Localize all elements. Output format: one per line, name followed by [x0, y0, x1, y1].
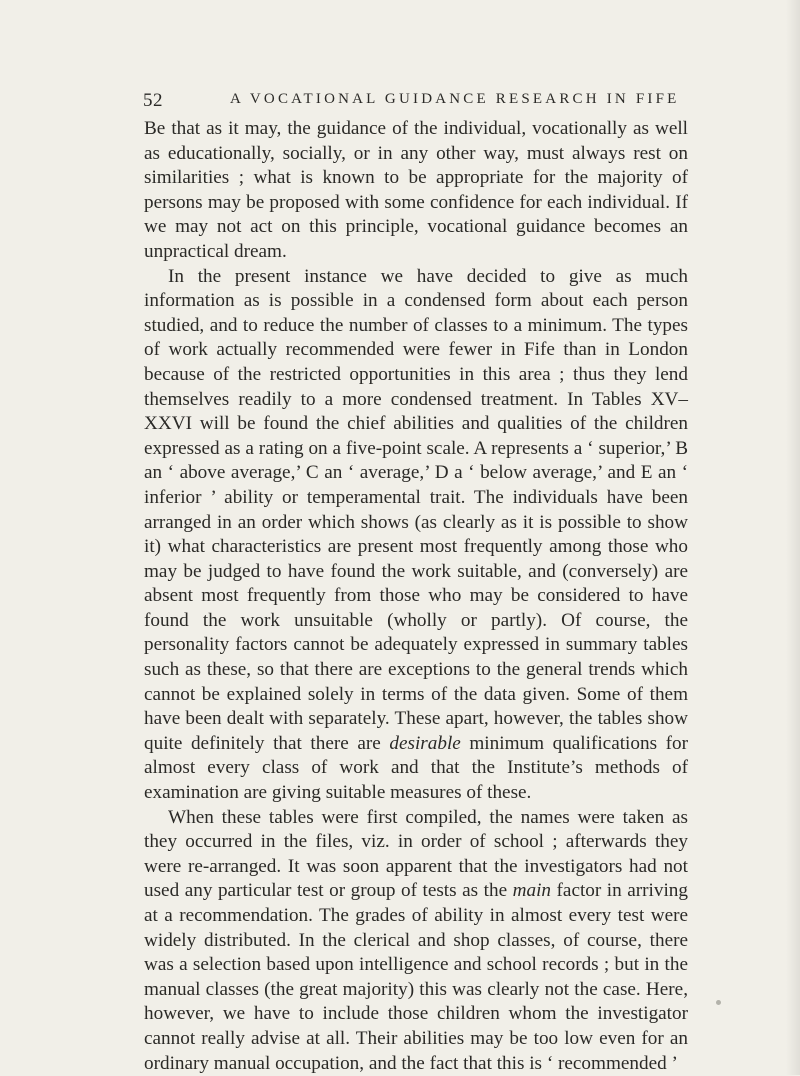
paragraph-3-text-start: When these tables were first compiled, the names were taken as they occurred in the files, viz. in order of school ; afterwards they were re-arranged. It was soon apparent that the investigators had not used any particular test or group of tests as the — [144, 806, 688, 902]
paragraph-3 — [144, 806, 688, 1076]
paragraph-1 — [144, 117, 688, 265]
running-head — [143, 90, 687, 114]
running-title: A VOCATIONAL GUIDANCE RESEARCH IN FIFE — [230, 91, 680, 107]
body-text — [144, 117, 688, 1076]
page-edge-shadow — [786, 0, 800, 1075]
ink-speck — [716, 1000, 721, 1005]
paragraph-2-emphasis: desirable — [389, 732, 461, 754]
paragraph-2 — [144, 265, 688, 806]
paragraph-3-emphasis: main — [512, 880, 551, 902]
paragraph-2-text-end: minimum qualifications for almost every class of work and that the Institute’s methods of examination are giving suitable measures of these. — [144, 732, 688, 804]
page-number: 52 — [143, 90, 163, 111]
paragraph-2-text-start: In the present instance we have decided to give as much information as is possible in a condensed form about each person studied, and to reduce the number of classes to a minimum. The types of work actually recommended were fewer in Fife than in London because of the restricted opportunities in this area ; thus they lend themselves readily to a more condensed treatment. In Tables XV–XXVI will be found the chief abilities and qualities of the children expressed as a rating on a five-point scale. A represents a ‘ superior,’ B an ‘ above average,’ C an ‘ average,’ D a ‘ below average,’ and E an ‘ inferior ’ ability or temperamental trait. The individuals have been arranged in an order which shows (as clearly as it is possible to show it) what characteristics are present most frequently among those who may be judged to have found the work suitable, and (conversely) are absent most frequently from those who may be considered to have found the work unsuitable (wholly or partly). Of course, the personality factors cannot be adequately expressed in summary tables such as these, so that there are exceptions to the general trends which cannot be explained solely in terms of the data given. Some of them have been dealt with separately. These apart, however, the tables show quite definitely that there are — [144, 265, 688, 754]
paragraph-1-text: Be that as it may, the guidance of the individual, vocationally as well as educationally, socially, or in any other way, must always rest on similarities ; what is known to be appropriate for the majority of persons may be proposed with some confidence for each individual. If we may not act on this principle, vocational guidance becomes an unpractical dream. — [144, 118, 688, 262]
paragraph-3-text-end: factor in arriving at a recommendation. The grades of ability in almost every test were widely distributed. In the clerical and shop classes, of course, there was a selection based upon intelligence and school records ; but in the manual classes (the great majority) this was clearly not the case. Here, however, we have to include those children whom the investigator cannot really advise at all. Their abilities may be too low even for an ordinary manual occupation, and the fact that this is ‘ recommended ’ — [144, 880, 688, 1074]
